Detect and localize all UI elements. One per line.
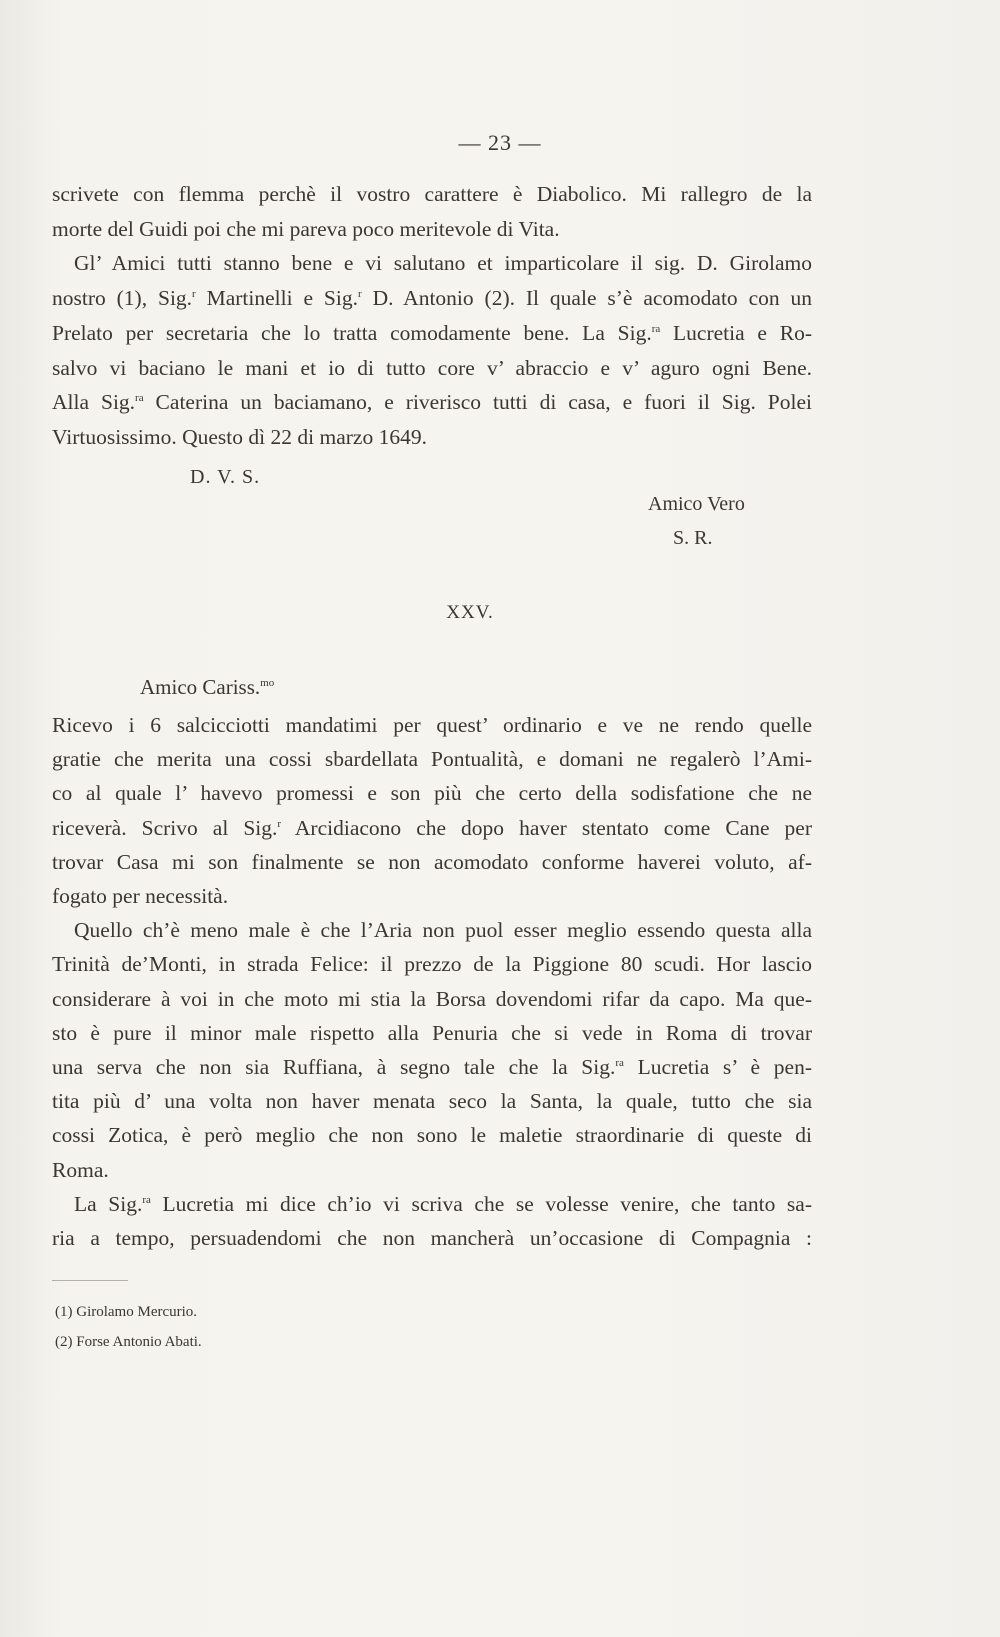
- text-line: trovar Casa mi son finalmente se non acomodato conforme haverei voluto, af-: [52, 849, 812, 874]
- text-line: co al quale l’ havevo promessi e son più che certo della sodisfatione che ne: [52, 781, 812, 806]
- text-line: Ricevo i 6 salcicciotti mandatimi per quest’ ordinario e ve ne rendo quelle: [52, 713, 812, 737]
- text-line: La Sig.$^{ra}$ Lucretia mi dice ch’io vi scriva che se volesse venire, che tanto sa-: [74, 1191, 812, 1216]
- superscript: r: [277, 817, 282, 830]
- text-line: fogato per necessità.: [52, 884, 229, 909]
- letter-xxiv-signature-line-2: S. R.: [673, 527, 713, 549]
- salutation-superscript: mo: [260, 677, 275, 689]
- text-line: morte del Guidi poi che mi pareva poco meritevole di Vita.: [52, 216, 560, 241]
- footnote-1: (1) Girolamo Mercurio.: [55, 1304, 198, 1320]
- text-line: gratie che merita una cossi sbardellata Pontualità, e domani ne regalerò l’Ami-: [52, 747, 812, 772]
- text-line: tita più d’ una volta non haver menata seco la Santa, la quale, tutto che sia: [52, 1089, 812, 1114]
- text-line: ria a tempo, persuadendomi che non mancherà un’occasione di Compagnia :: [52, 1226, 812, 1251]
- text-line: Virtuosissimo. Questo dì 22 di marzo 1649.: [52, 424, 427, 449]
- letter-xxv-salutation: [140, 675, 274, 700]
- letter-number-heading: XXV.: [446, 602, 494, 623]
- superscript: r: [358, 287, 362, 300]
- text-line: scrivete con flemma perchè il vostro carattere è Diabolico. Mi rallegro de la: [52, 182, 812, 206]
- letter-xxiv-signature-line-1: Amico Vero: [648, 493, 745, 515]
- superscript: r: [192, 287, 196, 300]
- text-line: considerare à voi in che moto mi stia la Borsa dovendomi rifar da capo. Ma que-: [52, 986, 812, 1011]
- page-number-header: — 23 —: [458, 130, 542, 155]
- text-line: riceverà. Scrivo al Sig.$^r$ Arcidiacono che dopo haver stentato come Cane per: [52, 815, 812, 840]
- text-line: Gl’ Amici tutti stanno bene e vi salutano et imparticolare il sig. D. Girolamo: [74, 251, 812, 276]
- text-line: Trinità de’Monti, in strada Felice: il prezzo de la Piggione 80 scudi. Hor lascio: [52, 952, 812, 977]
- text-line: Alla Sig.$^{ra}$ Caterina un baciamano, e riverisco tutti di casa, e fuori il Sig. Polei: [52, 390, 812, 415]
- footnotes: [55, 1297, 202, 1357]
- footnote-divider: [52, 1280, 128, 1281]
- superscript: ra: [142, 1193, 151, 1206]
- letter-xxv-body: [52, 708, 812, 1255]
- text-line: nostro (1), Sig.$^r$ Martinelli e Sig.$^r$ D. Antonio (2). Il quale s’è acomodato con un: [52, 286, 812, 311]
- superscript: ra: [615, 1056, 624, 1069]
- text-line: Roma.: [52, 1157, 109, 1182]
- text-line: cossi Zotica, è però meglio che non sono le maletie straordinarie di queste di: [52, 1123, 812, 1148]
- text-line: una serva che non sia Ruffiana, à segno tale che la Sig.$^{ra}$ Lucretia s’ è pen-: [52, 1055, 812, 1080]
- text-line: sto è pure il minor male rispetto alla Penuria che si vede in Roma di trovar: [52, 1020, 812, 1045]
- text-line: Prelato per secretaria che lo tratta comodamente bene. La Sig.$^{ra}$ Lucretia e Ro-: [52, 320, 812, 345]
- letter-xxiv-closing-initials: D. V. S.: [190, 466, 261, 488]
- text-line: salvo vi baciano le mani et io di tutto core v’ abraccio e v’ aguro ogni Bene.: [52, 355, 812, 380]
- footnote-2: (2) Forse Antonio Abati.: [55, 1334, 202, 1350]
- letter-xxiv-body: [52, 177, 812, 455]
- text-line: Quello ch’è meno male è che l’Aria non puol esser meglio essendo questa alla: [74, 918, 812, 943]
- superscript: ra: [135, 392, 144, 405]
- salutation-text: Amico Cariss.: [140, 675, 261, 699]
- superscript: ra: [651, 322, 661, 335]
